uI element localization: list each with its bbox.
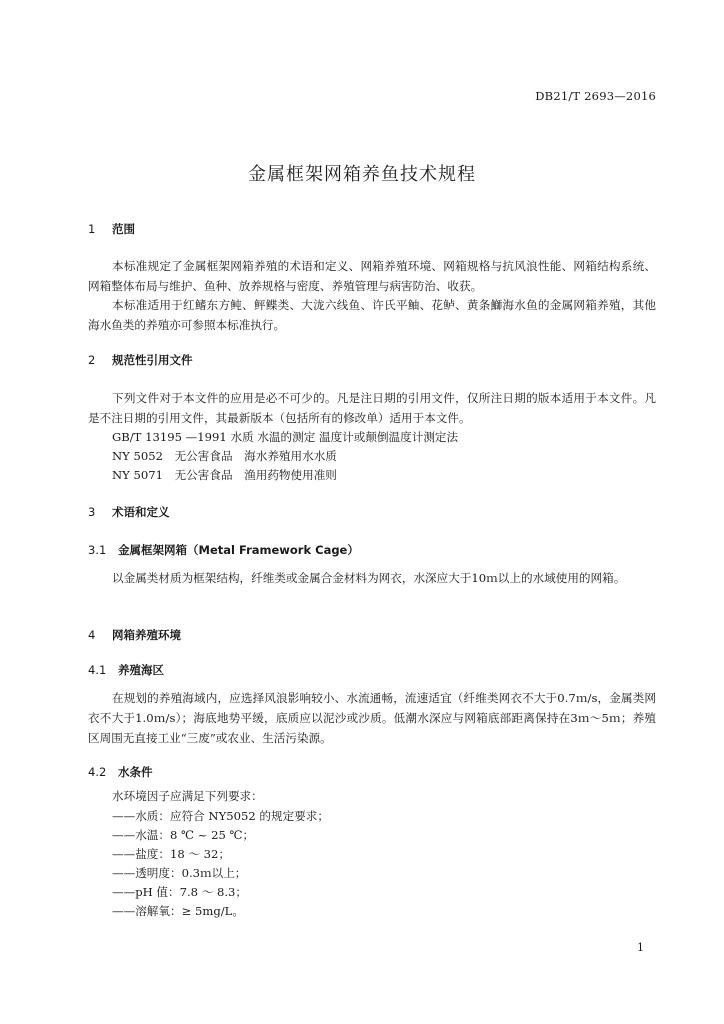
list-intro: 水环境因子应满足下列要求： [112,789,263,803]
standard-number: DB21/T 2693—2016 [535,89,656,103]
section-title: 规范性引用文件 [112,353,193,367]
section-2-heading [88,352,193,368]
section-4-heading [88,627,181,643]
list-item: ——水温：8 ℃ ~ 25 ℃； [112,828,255,842]
subsection-3-1-heading [88,542,359,558]
document-title: 金属框架网箱养鱼技术规程 [248,164,476,185]
paragraph: 在规划的养殖海域内，应选择风浪影响较小、水流通畅，流速适宜（纤维类网衣不大于0.7ｍ/s，金属类网衣不大于1.0ｍ/s）；海底地势平缓，底质应以泥沙或沙质。低潮水深应与网箱底部距离保持在3ｍ～5ｍ；养殖区周围无直接工业“三废”或农业、生活污染源。 [88,691,656,745]
list-item: ——pH 值：7.8 ～ 8.3； [112,885,248,899]
subsection-4-1-heading [88,662,164,678]
paragraph: 以金属类材质为框架结构，纤维类或金属合金材料为网衣，水深应大于10ｍ以上的水域使用的网箱。 [112,571,626,585]
subsection-title: 养殖海区 [118,663,164,677]
paragraph: 下列文件对于本文件的应用是必不可少的。凡是注日期的引用文件，仅所注日期的版本适用于本文件。凡是不注日期的引用文件，其最新版本（包括所有的修改单）适用于本文件。 [88,391,656,425]
section-title: 范围 [112,222,135,236]
reference-item: GB/T 13195 —1991 水质 水温的测定 温度计或颠倒温度计测定法 [112,430,459,444]
list-item: ——透明度：0.3ｍ以上； [112,866,247,880]
section-title: 网箱养殖环境 [112,628,181,642]
section-number: 3 [88,505,96,519]
reference-item: NY 5071 无公害食品 渔用药物使用准则 [112,468,337,482]
page-number: 1 [637,941,644,954]
section-1-heading [88,221,135,237]
subsection-number: 3.1 [88,543,107,557]
subsection-title: 水条件 [118,765,153,779]
subsection-number: 4.1 [88,663,107,677]
subsection-number: 4.2 [88,765,107,779]
list-item: ——盐度：18 ～ 32； [112,847,231,861]
subsection-4-2-heading [88,764,153,780]
subsection-title: 金属框架网箱（Metal Framework Cage） [118,543,359,557]
list-item: ——水质：应符合 NY5052 的规定要求； [112,809,329,823]
section-title: 术语和定义 [112,505,170,519]
paragraph: 本标准规定了金属框架网箱养殖的术语和定义、网箱养殖环境、网箱规格与抗风浪性能、网箱结构系统、网箱整体布局与维护、鱼种、放养规格与密度、养殖管理与病害防治、收获。 [88,259,656,293]
section-3-heading [88,504,170,520]
reference-item: NY 5052 无公害食品 海水养殖用水水质 [112,449,337,463]
section-number: 4 [88,628,96,642]
section-number: 2 [88,353,96,367]
list-item: ——溶解氧：≥ 5mg/L。 [112,904,244,918]
section-number: 1 [88,222,96,236]
paragraph: 本标准适用于红鳍东方鲀、鲆鲽类、大泷六线鱼、许氏平鲉、花鲈、黄条鰤海水鱼的金属网箱养殖，其他海水鱼类的养殖亦可参照本标准执行。 [88,298,656,332]
